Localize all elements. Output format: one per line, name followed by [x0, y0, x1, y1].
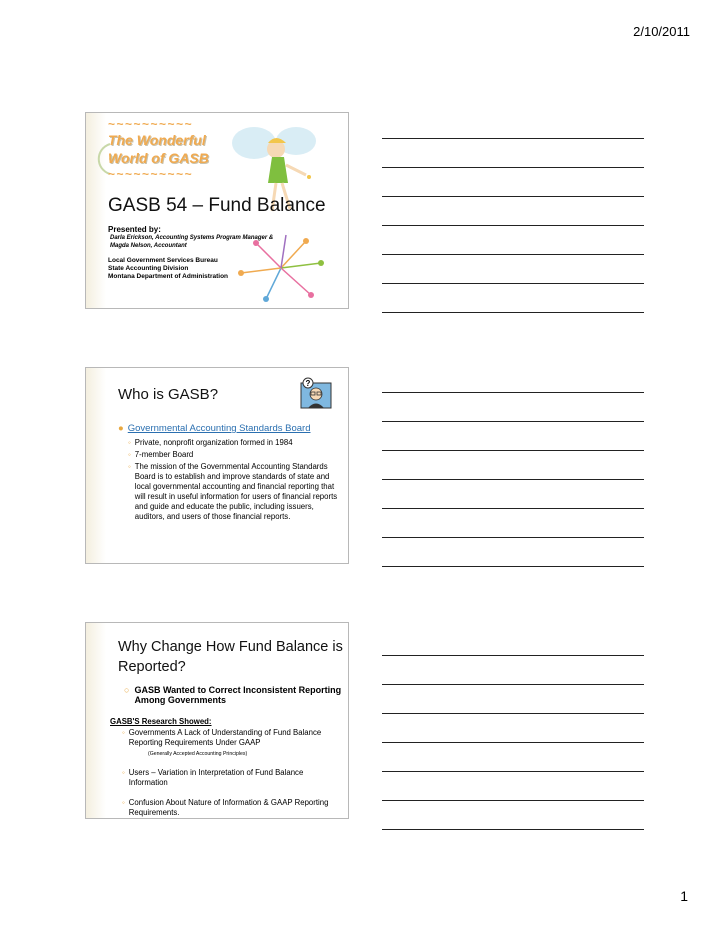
research-heading: GASB'S Research Showed: [110, 717, 212, 726]
sub-bullet: ◦ Users – Variation in Interpretation of Fund Balance Information [122, 768, 304, 787]
slide-3 [85, 622, 349, 819]
sub-bullet: ◦ 7-member Board [128, 450, 194, 459]
org-line-3: Montana Department of Administration [108, 273, 229, 280]
notes-lines-1 [382, 110, 644, 313]
org-block [108, 257, 344, 281]
slide-1-title: GASB 54 – Fund Balance [108, 195, 326, 216]
notes-lines-2 [382, 364, 644, 567]
svg-text:?: ? [305, 379, 311, 388]
presenter-1: Darla Erickson, Accounting Systems Program Manager & [110, 235, 274, 241]
bullet-item: ○ GASB Wanted to Correct Inconsistent Reporting Among Governments [124, 685, 342, 705]
org-line-1: Local Government Services Bureau [108, 257, 218, 264]
sub-bullet: ◦ The mission of the Governmental Accounting Standards Board is to establish and improve standards of state and local governmental accounting and financial reporting that will result in useful information for users of financial reports and guide and educate the public, including issuers, auditors, and users of those financial reports. [128, 462, 338, 521]
gasb-link[interactable]: Governmental Accounting Standards Board [127, 423, 311, 434]
sub-bullet: ◦ Private, nonprofit organization formed in 1984 [128, 438, 293, 447]
page-number: 1 [680, 888, 688, 904]
presented-by-label: Presented by: [108, 225, 161, 234]
slide-2 [85, 367, 349, 564]
notes-lines-3 [382, 627, 644, 830]
tilde-line-top: ~~~~~~~~~~ [108, 117, 194, 131]
subtitle-line-2: World of GASB [108, 150, 209, 166]
page-date: 2/10/2011 [633, 24, 690, 39]
bullet-item: ● Governmental Accounting Standards Board [118, 423, 311, 434]
slide-band [86, 368, 106, 563]
subtitle-line-1: The Wonderful [108, 132, 206, 148]
gaap-note: (Generally Accepted Accounting Principles) [148, 751, 248, 757]
sub-bullet: ◦ Governments A Lack of Understanding of Fund Balance Reporting Requirements Under GAAP [122, 728, 322, 747]
presenter-2: Magda Nelson, Accountant [110, 243, 187, 249]
tilde-line-bottom: ~~~~~~~~~~ [108, 167, 194, 181]
slide-3-title: Why Change How Fund Balance is Reported? [118, 639, 343, 675]
sub-bullet: ◦ Confusion About Nature of Information & GAAP Reporting Requirements. [122, 798, 329, 817]
slide-1 [85, 112, 349, 309]
slide-2-title: Who is GASB? [118, 386, 219, 403]
org-line-2: State Accounting Division [108, 265, 189, 272]
slide-band [86, 623, 106, 818]
